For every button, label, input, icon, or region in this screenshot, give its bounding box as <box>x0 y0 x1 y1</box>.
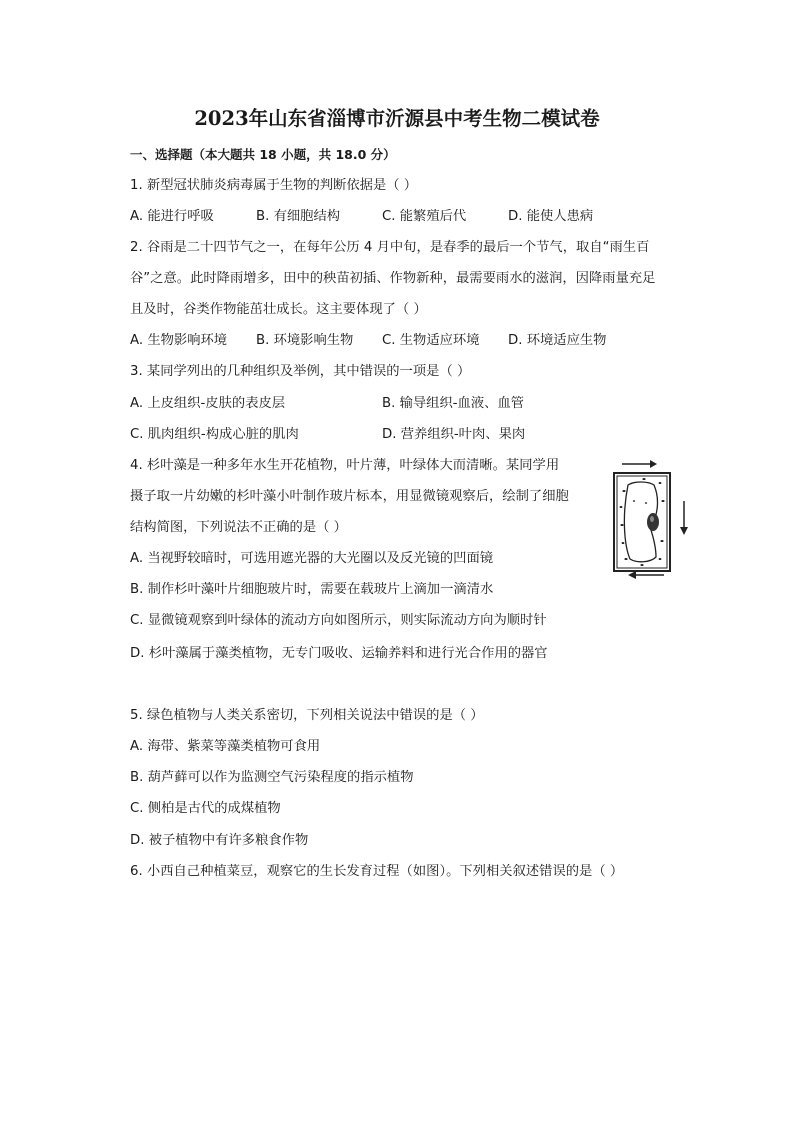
q1-option-d: D. 能使人患病 <box>508 209 594 224</box>
q1-option-b: B. 有细胞结构 <box>256 209 341 224</box>
q1-option-c: C. 能繁殖后代 <box>382 209 467 224</box>
exam-title: 2023年山东省淄博市沂源县中考生物二模试卷 <box>194 107 600 130</box>
arrow-left-icon <box>628 571 664 579</box>
arrow-right-icon <box>622 460 657 468</box>
nucleus <box>647 513 659 531</box>
q2-option-c: C. 生物适应环境 <box>382 333 480 348</box>
arrow-down-icon <box>680 501 688 535</box>
question-4-line-2: 摄子取一片幼嫩的杉叶藻小叶制作玻片标本，用显微镜观察后，绘制了细胞 <box>130 489 569 504</box>
q4-option-a: A. 当视野较暗时，可选用遮光器的大光圈以及反光镜的凹面镜 <box>130 551 494 566</box>
q4-option-c: C. 显微镜观察到叶绿体的流动方向如图所示，则实际流动方向为顺时针 <box>130 613 547 628</box>
plant-cell-figure <box>606 455 694 583</box>
q5-option-a: A. 海带、紫菜等藻类植物可食用 <box>130 739 321 754</box>
question-6-stem: 6. 小西自己种植菜豆，观察它的生长发育过程（如图）。下列相关叙述错误的是（ ） <box>130 864 624 879</box>
q3-option-a: A. 上皮组织-皮肤的表皮层 <box>130 396 286 411</box>
q2-option-b: B. 环境影响生物 <box>256 333 354 348</box>
cell-wall <box>614 473 670 571</box>
question-5-stem: 5. 绿色植物与人类关系密切，下列相关说法中错误的是（ ） <box>130 708 484 723</box>
question-2-line-2: 谷”之意。此时降雨增多，田中的秧苗初插、作物新种，最需要雨水的滋润，因降雨量充足 <box>130 271 656 286</box>
q1-option-a: A. 能进行呼吸 <box>130 209 214 224</box>
q3-option-d: D. 营养组织-叶肉、果肉 <box>382 427 526 442</box>
question-1-stem: 1. 新型冠状肺炎病毒属于生物的判断依据是（ ） <box>130 178 418 193</box>
q5-option-b: B. 葫芦藓可以作为监测空气污染程度的指示植物 <box>130 770 414 785</box>
q4-option-b: B. 制作杉叶藻叶片细胞玻片时，需要在载玻片上滴加一滴清水 <box>130 582 494 597</box>
q3-option-b: B. 输导组织-血液、血管 <box>382 396 525 411</box>
question-3-stem: 3. 某同学列出的几种组织及举例，其中错误的一项是（ ） <box>130 364 471 379</box>
question-2-line-3: 且及时，谷类作物能茁壮成长。这主要体现了（ ） <box>130 302 427 317</box>
q2-option-d: D. 环境适应生物 <box>508 333 607 348</box>
question-4-line-3: 结构简图，下列说法不正确的是（ ） <box>130 520 347 535</box>
q4-option-d: D. 杉叶藻属于藻类植物，无专门吸收、运输养料和进行光合作用的器官 <box>130 646 548 661</box>
section-heading: 一、选择题（本大题共 18 小题，共 18.0 分） <box>130 147 396 162</box>
q5-option-c: C. 侧柏是古代的成煤植物 <box>130 801 281 816</box>
question-4-line-1: 4. 杉叶藻是一种多年水生开花植物，叶片薄，叶绿体大而清晰。某同学用 <box>130 458 560 473</box>
q3-option-c: C. 肌肉组织-构成心脏的肌肉 <box>130 427 299 442</box>
q2-option-a: A. 生物影响环境 <box>130 333 228 348</box>
question-2-line-1: 2. 谷雨是二十四节气之一，在每年公历 4 月中旬，是春季的最后一个节气，取自“雨生百 <box>130 240 650 255</box>
q5-option-d: D. 被子植物中有许多粮食作物 <box>130 833 309 848</box>
